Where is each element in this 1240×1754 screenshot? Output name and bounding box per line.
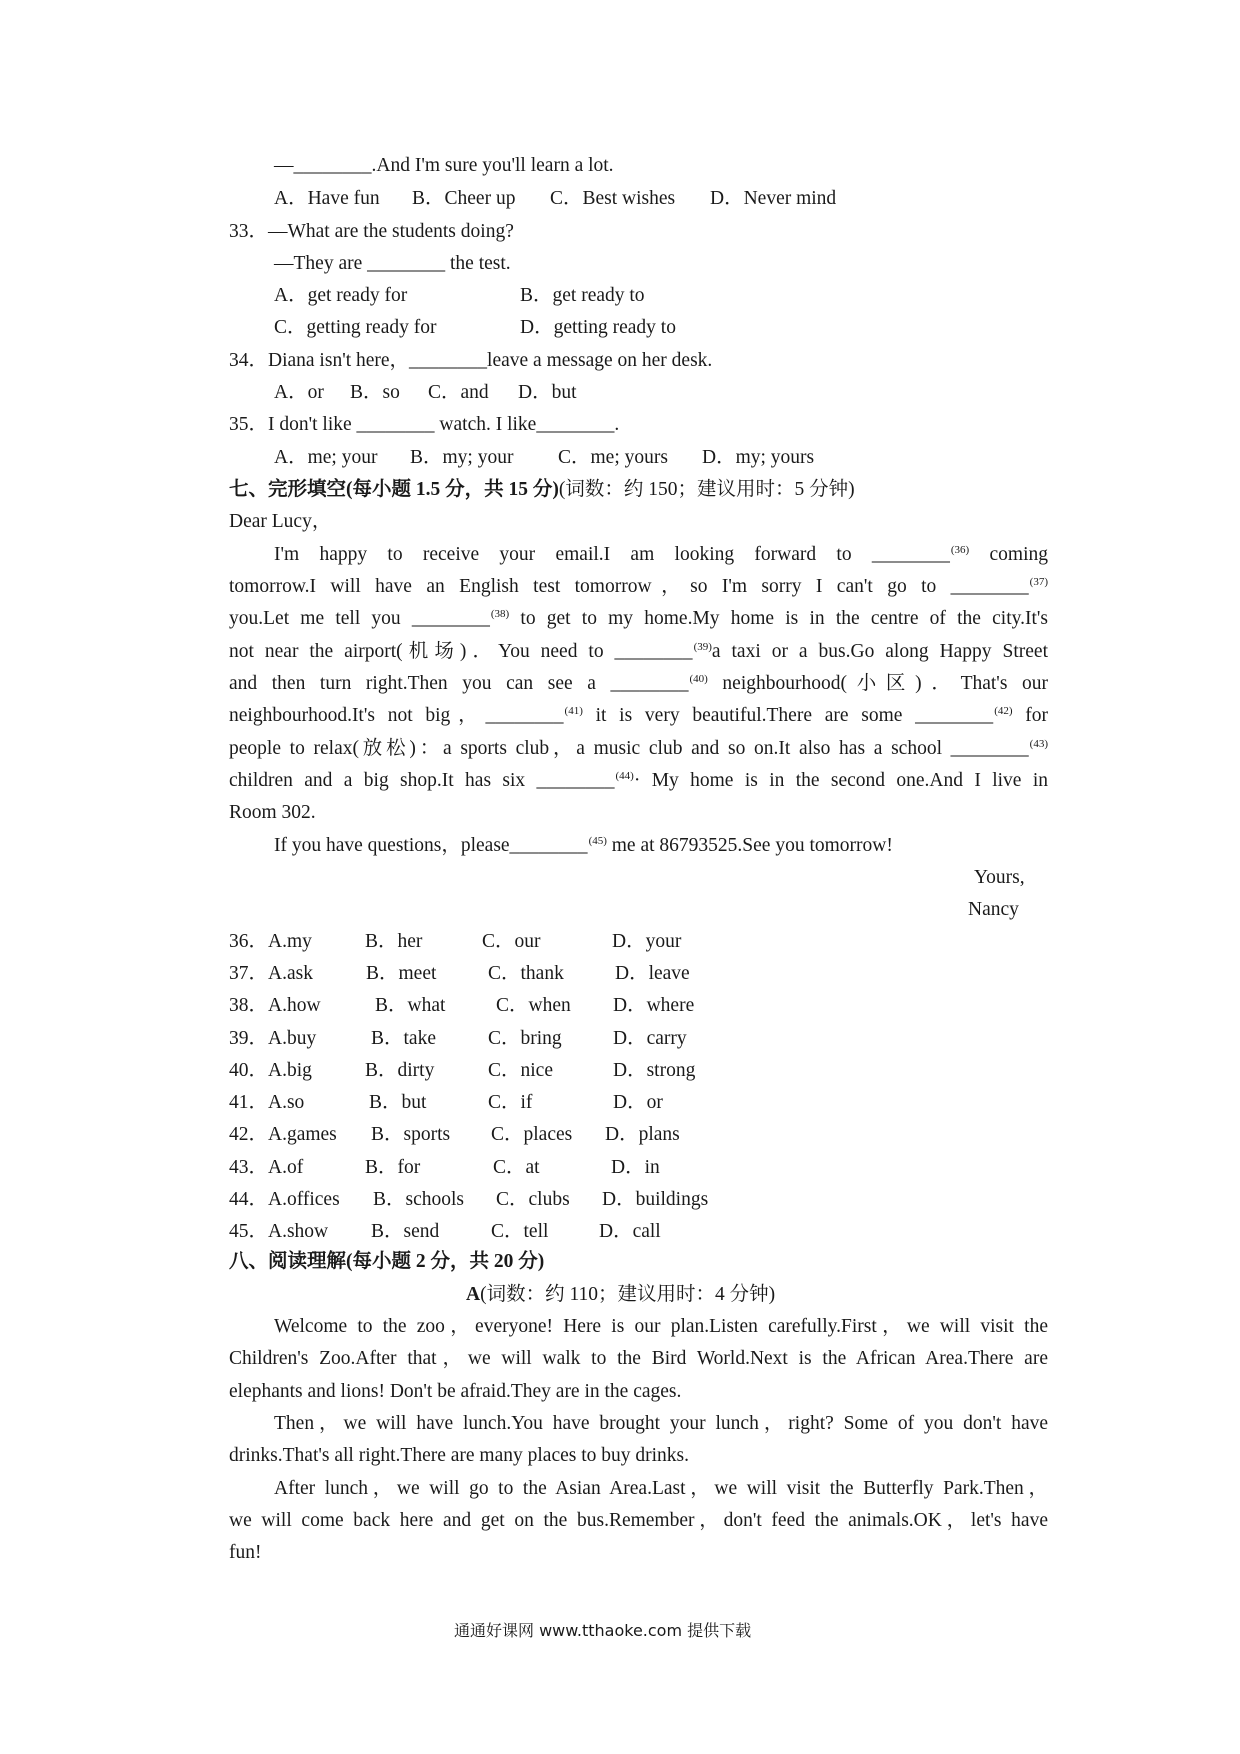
letter-line-7: [229, 737, 1048, 763]
q35-option-b: B．my; your: [410, 447, 514, 468]
cloze-option: 41．A.so: [229, 1092, 305, 1113]
letter-sign-name: Nancy: [968, 899, 1019, 920]
cloze-option-row: [229, 962, 789, 986]
q34-option-b: B．so: [350, 382, 400, 403]
reading-line-7: we will come back here and get on the bus.Remember，don't feed the animals.OK，let's have: [229, 1510, 1048, 1531]
letter-text: · My home is in the second one.And I live in: [633, 770, 1048, 791]
cloze-option: 45．A.show: [229, 1221, 329, 1242]
cloze-option: D．or: [613, 1092, 663, 1113]
cloze-option: C．if: [488, 1092, 533, 1113]
blank-number: (45): [588, 835, 607, 847]
q34-options: [274, 381, 874, 405]
reading-a-subheading: [466, 1283, 775, 1307]
cloze-option: D．leave: [615, 963, 690, 984]
cloze-option-row: [229, 1220, 789, 1244]
cloze-option: 40．A.big: [229, 1060, 312, 1081]
reading-line-2: Children's Zoo.After that，we will walk to the Bird World.Next is the African Area.There are: [229, 1348, 1048, 1369]
blank-number: (42): [994, 705, 1013, 717]
q32-option-d: D．Never mind: [710, 188, 837, 209]
reading-line-3: elephants and lions! Don't be afraid.They are in the cages.: [229, 1381, 682, 1402]
letter-closing-line: [274, 834, 893, 860]
q33-option-a: A．get ready for: [274, 285, 408, 306]
letter-text: children and a big shop.It has six ________: [229, 770, 615, 791]
q34-option-d: D．but: [518, 382, 577, 403]
q33-question: 33．—What are the students doing?: [229, 221, 514, 242]
blank-number: (40): [689, 673, 708, 685]
letter-line-9: Room 302.: [229, 802, 316, 823]
blank-number: (44): [615, 770, 634, 782]
letter-text: for: [1012, 705, 1048, 726]
letter-text: If you have questions，please________: [274, 835, 588, 856]
section-7-title: 七、完形填空(每小题 1.5 分，共 15 分): [229, 479, 559, 500]
letter-text: coming: [969, 544, 1048, 565]
cloze-option: 42．A.games: [229, 1124, 337, 1145]
cloze-option: D．buildings: [602, 1189, 709, 1210]
q33-options-row-2: [274, 316, 874, 340]
reading-line-5: drinks.That's all right.There are many places to buy drinks.: [229, 1445, 690, 1466]
cloze-option: B．sports: [371, 1124, 451, 1145]
cloze-option: C．clubs: [496, 1189, 570, 1210]
cloze-option: 39．A.buy: [229, 1028, 317, 1049]
q32-option-a: A．Have fun: [274, 188, 380, 209]
reading-line-4: Then，we will have lunch.You have brought your lunch，right? Some of you don't have: [274, 1413, 1048, 1434]
letter-text: neighbourhood(小区)．That's our: [707, 673, 1048, 694]
cloze-option-row: [229, 930, 789, 954]
cloze-option: C．tell: [491, 1221, 549, 1242]
blank-number: (41): [564, 705, 583, 717]
cloze-option: C．our: [482, 931, 541, 952]
cloze-option-row: [229, 1027, 789, 1051]
q33-options-row-1: [274, 284, 874, 308]
letter-text: I'm happy to receive your email.I am looking forward to ________: [274, 544, 950, 565]
reading-line-1: Welcome to the zoo，everyone! Here is our plan.Listen carefully.First，we will visit the: [274, 1316, 1048, 1337]
cloze-option: C．places: [491, 1124, 573, 1145]
section-7-note: (词数：约 150；建议用时：5 分钟): [558, 479, 855, 500]
letter-text: people to relax(放松)：a sports club，a music club and so on.It also has a school ________: [229, 738, 1029, 759]
letter-sign-yours: Yours,: [974, 867, 1025, 888]
cloze-option: C．thank: [488, 963, 564, 984]
letter-text: it is very beautiful.There are some ________: [582, 705, 994, 726]
letter-line-1: [274, 543, 1048, 569]
cloze-option-row: [229, 1091, 789, 1115]
cloze-option: 36．A.my: [229, 931, 312, 952]
blank-number: (37): [1029, 576, 1048, 588]
cloze-option: D．call: [599, 1221, 661, 1242]
q35-option-a: A．me; your: [274, 447, 378, 468]
letter-line-8: [229, 769, 1048, 795]
cloze-option: 38．A.how: [229, 995, 321, 1016]
q33-option-d: D．getting ready to: [520, 317, 676, 338]
cloze-option: B．schools: [373, 1189, 465, 1210]
section-8-heading: 八、阅读理解(每小题 2 分，共 20 分): [229, 1251, 545, 1272]
cloze-option: 44．A.offices: [229, 1189, 340, 1210]
q33-option-b: B．get ready to: [520, 285, 645, 306]
cloze-option: B．take: [371, 1028, 436, 1049]
q34-question: 34．Diana isn't here，________leave a message on her desk.: [229, 350, 713, 371]
cloze-option-row: [229, 1123, 789, 1147]
letter-text: tomorrow.I will have an English test tomorrow，so I'm sorry I can't go to ________: [229, 576, 1029, 597]
q32-option-c: C．Best wishes: [550, 188, 676, 209]
cloze-option: B．send: [371, 1221, 440, 1242]
cloze-option-row: [229, 994, 789, 1018]
q33-answer-line: —They are ________ the test.: [274, 253, 511, 274]
cloze-option: C．nice: [488, 1060, 553, 1081]
cloze-option: D．plans: [605, 1124, 680, 1145]
passage-letter: A: [466, 1284, 481, 1305]
letter-text: you.Let me tell you ________: [229, 608, 490, 629]
letter-text: not near the airport(机场)．You need to ________: [229, 641, 693, 662]
q35-options: [274, 446, 894, 470]
q33-option-c: C．getting ready for: [274, 317, 437, 338]
cloze-option-row: [229, 1059, 789, 1083]
letter-line-2: [229, 575, 1048, 601]
cloze-option: B．for: [365, 1157, 421, 1178]
cloze-option: D．your: [612, 931, 682, 952]
cloze-option: B．meet: [366, 963, 437, 984]
q32-option-b: B．Cheer up: [412, 188, 516, 209]
cloze-option-row: [229, 1188, 789, 1212]
letter-salutation: Dear Lucy，: [229, 511, 332, 532]
cloze-option: B．but: [369, 1092, 427, 1113]
blank-number: (38): [490, 608, 510, 620]
cloze-option: B．her: [365, 931, 423, 952]
q35-option-d: D．my; yours: [702, 447, 815, 468]
reading-line-6: After lunch，we will go to the Asian Area.Last，we will visit the Butterfly Park.Then，: [274, 1478, 1048, 1499]
cloze-option: C．at: [493, 1157, 540, 1178]
blank-number: (43): [1029, 738, 1048, 750]
letter-text: and then turn right.Then you can see a ________: [229, 673, 689, 694]
section-7-heading: [229, 478, 855, 502]
q32-options: [274, 187, 894, 211]
q35-question: 35．I don't like ________ watch. I like________.: [229, 414, 620, 435]
letter-line-5: [229, 672, 1048, 698]
q34-option-c: C．and: [428, 382, 489, 403]
cloze-option: D．where: [613, 995, 695, 1016]
q32-answer-line: —________.And I'm sure you'll learn a lot.: [274, 155, 614, 176]
cloze-option: B．what: [375, 995, 446, 1016]
letter-line-4: [229, 640, 1048, 666]
cloze-option: B．dirty: [365, 1060, 435, 1081]
reading-line-8: fun!: [229, 1542, 262, 1563]
cloze-option: D．in: [611, 1157, 660, 1178]
q35-option-c: C．me; yours: [558, 447, 668, 468]
letter-text: a taxi or a bus.Go along Happy Street: [711, 641, 1048, 662]
passage-note: (词数：约 110；建议用时：4 分钟): [480, 1284, 776, 1305]
letter-text: to get to my home.My home is in the centre of the city.It's: [509, 608, 1048, 629]
letter-line-3: [229, 607, 1048, 633]
letter-text: neighbourhood.It's not big，________: [229, 705, 564, 726]
q34-option-a: A．or: [274, 382, 324, 403]
cloze-option: D．carry: [613, 1028, 687, 1049]
cloze-option: C．when: [496, 995, 571, 1016]
footer-source: 通通好课网 www.tthaoke.com 提供下载: [454, 1621, 752, 1640]
letter-line-6: [229, 704, 1048, 730]
blank-number: (36): [950, 544, 970, 556]
cloze-option: C．bring: [488, 1028, 562, 1049]
cloze-option-row: [229, 1156, 789, 1180]
blank-number: (39): [693, 641, 712, 653]
cloze-option: 37．A.ask: [229, 963, 313, 984]
cloze-option: D．strong: [613, 1060, 696, 1081]
cloze-option: 43．A.of: [229, 1157, 304, 1178]
letter-text: me at 86793525.See you tomorrow!: [606, 835, 893, 856]
